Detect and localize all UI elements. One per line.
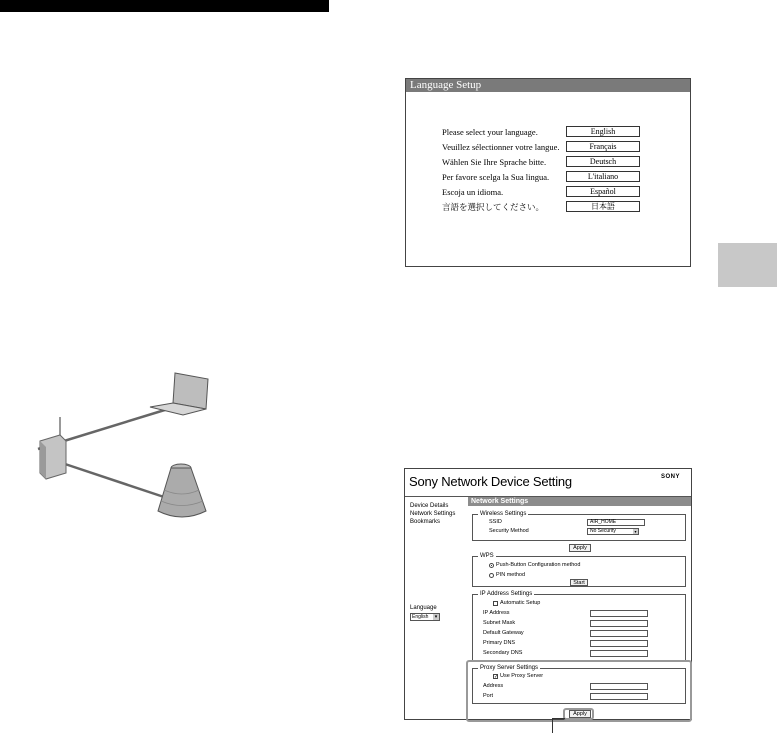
wps-start-button[interactable]: Start	[570, 579, 588, 586]
secondary-dns-input[interactable]	[590, 650, 648, 657]
push-button-radio[interactable]	[489, 563, 494, 568]
sidebar-item-network-settings[interactable]: Network Settings	[410, 511, 456, 517]
sony-header	[405, 469, 691, 497]
wireless-apply-button[interactable]: Apply	[569, 544, 591, 552]
default-gateway-input[interactable]	[590, 630, 648, 637]
group-title: Proxy Server Settings	[480, 665, 539, 671]
language-prompt: Per favore scelga la Sua lingua.	[442, 172, 550, 182]
pin-method-label: PIN method	[496, 572, 526, 578]
language-row	[442, 140, 682, 154]
chevron-down-icon: ▾	[634, 529, 637, 534]
wireless-settings-group	[472, 511, 686, 541]
language-button-espanol[interactable]: Español	[566, 186, 640, 197]
default-gateway-label: Default Gateway	[483, 630, 524, 636]
router-icon	[40, 435, 66, 479]
language-button-francais[interactable]: Français	[566, 141, 640, 152]
language-row	[442, 200, 682, 214]
language-label: Language	[410, 605, 437, 611]
use-proxy-label: Use Proxy Server	[500, 673, 544, 679]
group-title: Wireless Settings	[480, 511, 527, 517]
language-button-deutsch[interactable]: Deutsch	[566, 156, 640, 167]
ip-address-settings-group	[472, 591, 686, 662]
sidebar	[405, 497, 467, 720]
header-bar	[0, 0, 329, 12]
subnet-mask-input[interactable]	[590, 620, 648, 627]
ip-address-input[interactable]	[590, 610, 648, 617]
automatic-setup-label: Automatic Setup	[500, 600, 541, 606]
sony-logo: SONY	[661, 474, 681, 480]
ip-address-label: IP Address	[483, 610, 510, 616]
language-select[interactable]	[410, 613, 440, 621]
callout-line-horizontal	[552, 718, 565, 719]
callout-line	[552, 718, 553, 733]
group-title: IP Address Settings	[480, 591, 533, 597]
sony-title: Sony Network Device Setting	[409, 474, 572, 489]
security-method-value: No Security	[590, 528, 616, 534]
subnet-mask-label: Subnet Mask	[483, 620, 516, 626]
ssid-label: SSID	[489, 519, 502, 525]
language-prompt: Please select your language.	[442, 127, 538, 137]
secondary-dns-label: Secondary DNS	[483, 650, 523, 656]
group-title: WPS	[480, 553, 494, 559]
language-row	[442, 155, 682, 169]
apply-button[interactable]: Apply	[569, 710, 591, 718]
language-setup-title: Language Setup	[406, 79, 690, 92]
apply-highlight-frame	[563, 708, 594, 720]
push-button-label: Push-Button Configuration method	[496, 562, 581, 568]
language-prompt: 言語を選択してください。	[442, 202, 545, 212]
security-method-label: Security Method	[489, 528, 529, 534]
chevron-down-icon: ▾	[434, 614, 438, 620]
primary-dns-label: Primary DNS	[483, 640, 516, 646]
chapter-tab	[718, 243, 777, 287]
laptop-icon	[150, 373, 208, 415]
speaker-icon	[158, 464, 206, 517]
language-button-japanese[interactable]: 日本語	[566, 201, 640, 212]
network-illustration	[30, 365, 220, 525]
wps-group	[472, 553, 686, 587]
ssid-input[interactable]: AIR_HOME	[587, 519, 645, 526]
language-row	[442, 125, 682, 139]
language-button-english[interactable]: English	[566, 126, 640, 137]
language-prompt: Veuillez sélectionner votre langue.	[442, 142, 560, 152]
language-row	[442, 185, 682, 199]
automatic-setup-checkbox[interactable]	[493, 601, 498, 606]
security-method-select[interactable]	[587, 528, 639, 535]
proxy-port-label: Port	[483, 693, 494, 699]
use-proxy-checkbox[interactable]: ✓	[494, 674, 499, 680]
link-speaker	[62, 463, 170, 499]
pin-method-radio[interactable]	[489, 573, 494, 578]
language-prompt: Wählen Sie Ihre Sprache bitte.	[442, 157, 547, 167]
sidebar-item-device-details[interactable]: Device Details	[410, 503, 449, 509]
language-button-italiano[interactable]: L'italiano	[566, 171, 640, 182]
language-select-value: English	[412, 614, 429, 620]
primary-dns-input[interactable]	[590, 640, 648, 647]
language-setup-window	[405, 78, 691, 267]
language-row	[442, 170, 682, 184]
panel-title: Network Settings	[468, 497, 691, 506]
language-prompt: Escoja un idioma.	[442, 187, 504, 197]
sidebar-item-bookmarks[interactable]: Bookmarks	[410, 519, 441, 525]
proxy-address-label: Address	[483, 683, 504, 689]
